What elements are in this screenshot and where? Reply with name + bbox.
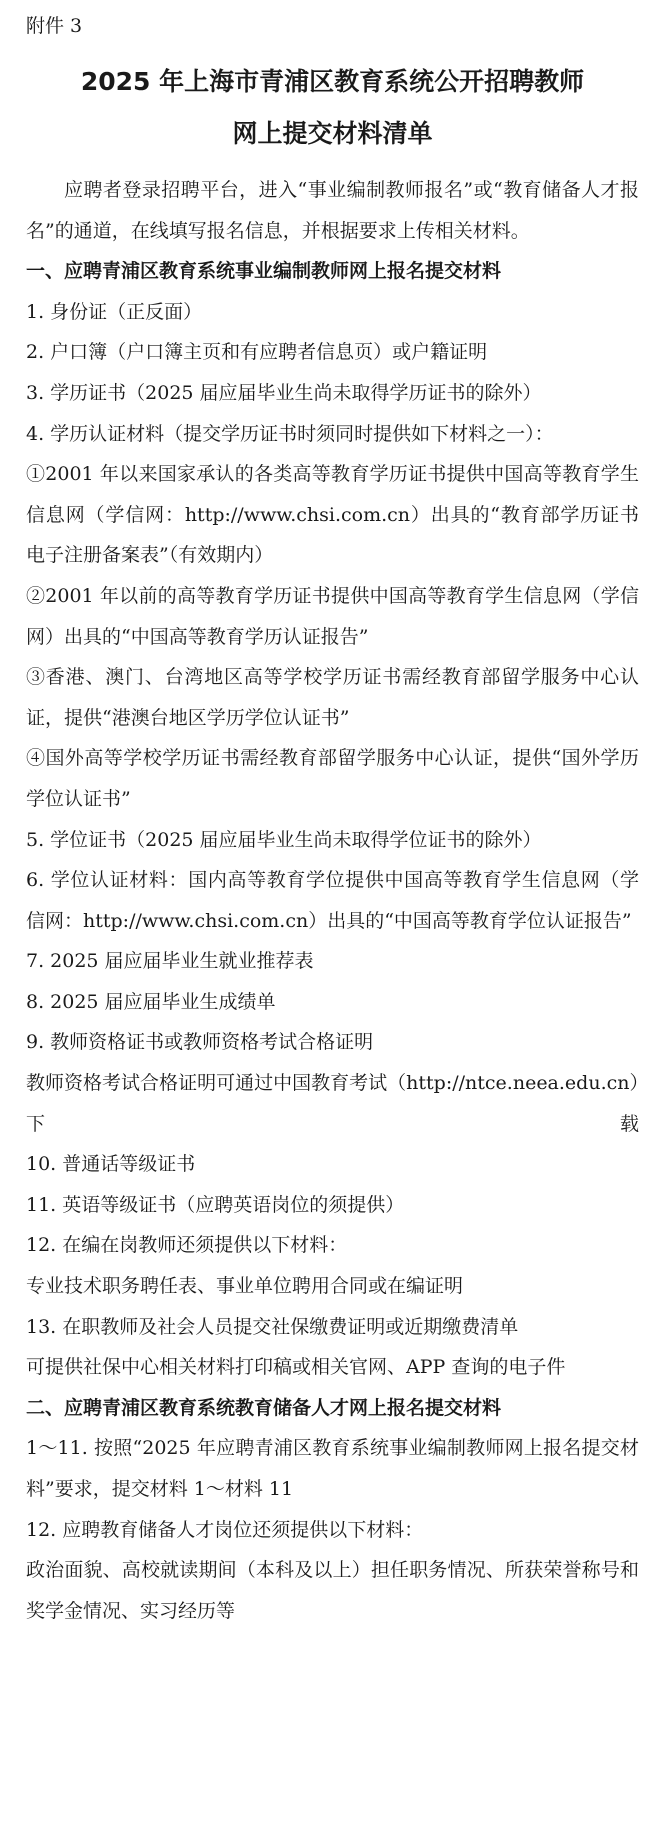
list-item-qualification-download-note: 教师资格考试合格证明可通过中国教育考试（http://ntce.neea.edu.cn）下载 bbox=[26, 1072, 639, 1135]
list-item-degree-verification: 6. 学位认证材料：国内高等教育学位提供中国高等教育学生信息网（学信网：http://www.chsi.com.cn）出具的“中国高等教育学位认证报告” bbox=[26, 869, 639, 932]
list-item-degree-certificate: 5. 学位证书（2025 届应届毕业生尚未取得学位证书的除外） bbox=[26, 828, 542, 851]
attachment-label: 附件 3 bbox=[26, 15, 83, 37]
section-1-heading: 一、应聘青浦区教育系统事业编制教师网上报名提交材料 bbox=[26, 260, 502, 283]
list-item-verification-option-2: ②2001 年以前的高等教育学历证书提供中国高等教育学生信息网（学信网）出具的“中国高等教育学历认证报告” bbox=[26, 584, 639, 648]
intro-paragraph: 应聘者登录招聘平台，进入“事业编制教师报名”或“教育储备人才报名”的通道，在线填写报名信息，并根据要求上传相关材料。 bbox=[26, 179, 639, 242]
list-item-mandarin-certificate: 10. 普通话等级证书 bbox=[26, 1153, 196, 1176]
document-title bbox=[26, 56, 639, 160]
list-item-reserve-materials-1-11: 1～11. 按照“2025 年应聘青浦区教育系统事业编制教师网上报名提交材料”要求，提交材料 1～材料 11 bbox=[26, 1437, 639, 1500]
list-item-verification-option-4: ④国外高等学校学历证书需经教育部留学服务中心认证，提供“国外学历学位认证书” bbox=[26, 747, 639, 810]
list-item-in-service-teacher: 12. 在编在岗教师还须提供以下材料： bbox=[26, 1234, 348, 1257]
list-item-id-card: 1. 身份证（正反面） bbox=[26, 300, 203, 323]
list-item-in-service-materials: 专业技术职务聘任表、事业单位聘用合同或在编证明 bbox=[26, 1275, 464, 1298]
list-item-english-certificate: 11. 英语等级证书（应聘英语岗位的须提供） bbox=[26, 1193, 405, 1216]
list-item-transcript: 8. 2025 届应届毕业生成绩单 bbox=[26, 990, 276, 1013]
title-line-1: 2025 年上海市青浦区教育系统公开招聘教师 bbox=[80, 67, 585, 96]
list-item-teacher-qualification: 9. 教师资格证书或教师资格考试合格证明 bbox=[26, 1031, 374, 1054]
list-item-diploma: 3. 学历证书（2025 届应届毕业生尚未取得学历证书的除外） bbox=[26, 381, 542, 404]
list-item-diploma-verification: 4. 学历认证材料（提交学历证书时须同时提供如下材料之一）： bbox=[26, 422, 554, 445]
list-item-reserve-extra-details: 政治面貌、高校就读期间（本科及以上）担任职务情况、所获荣誉称号和奖学金情况、实习经历等 bbox=[26, 1559, 639, 1622]
list-item-reserve-extra: 12. 应聘教育储备人才岗位还须提供以下材料： bbox=[26, 1518, 424, 1541]
list-item-social-security: 13. 在职教师及社会人员提交社保缴费证明或近期缴费清单 bbox=[26, 1315, 519, 1338]
list-item-verification-option-1: ①2001 年以来国家承认的各类高等教育学历证书提供中国高等教育学生信息网（学信网：http://www.chsi.com.cn）出具的“教育部学历证书电子注册备案表”（有效期内） bbox=[26, 463, 639, 567]
list-item-household-register: 2. 户口簿（户口簿主页和有应聘者信息页）或户籍证明 bbox=[26, 341, 488, 364]
title-line-2: 网上提交材料清单 bbox=[232, 119, 433, 148]
list-item-social-security-note: 可提供社保中心相关材料打印稿或相关官网、APP 查询的电子件 bbox=[26, 1356, 566, 1379]
list-item-verification-option-3: ③香港、澳门、台湾地区高等学校学历证书需经教育部留学服务中心认证，提供“港澳台地区学历学位认证书” bbox=[26, 666, 639, 729]
list-item-employment-recommendation: 7. 2025 届应届毕业生就业推荐表 bbox=[26, 950, 314, 973]
section-2-heading: 二、应聘青浦区教育系统教育储备人才网上报名提交材料 bbox=[26, 1396, 502, 1419]
